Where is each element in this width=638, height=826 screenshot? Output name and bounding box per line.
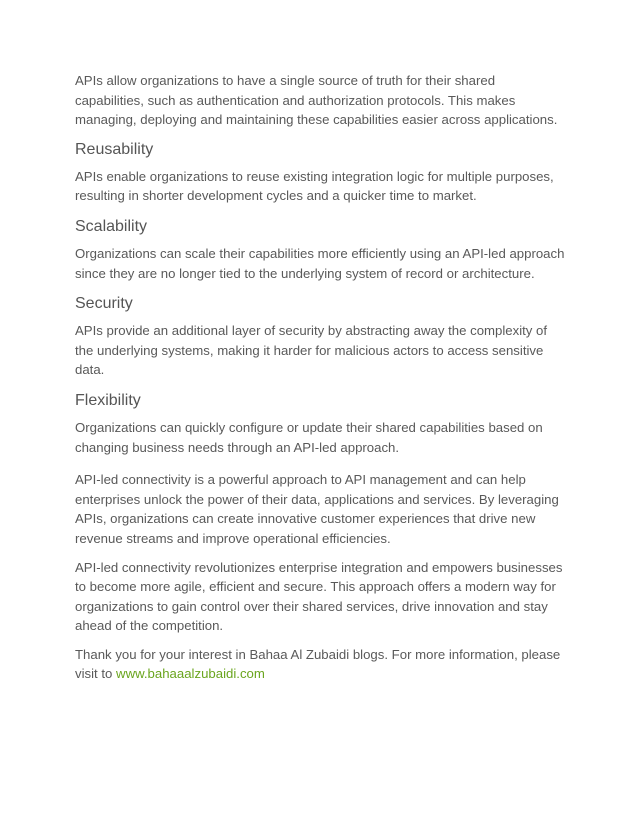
conclusion-paragraph-1: API-led connectivity is a powerful approach to API management and can help enterprises unlock the power of their data, applications and services. By leveraging APIs, organizations can create innovative customer experiences that drive new revenue streams and improve operational efficiencies. — [75, 472, 559, 546]
document-page — [75, 71, 567, 693]
closing-text: Thank you for your interest in Bahaa Al Zubaidi blogs. For more information, please visit to — [75, 646, 561, 682]
heading-security: Security — [75, 295, 133, 313]
heading-reusability: Reusability — [75, 140, 154, 158]
intro-paragraph: APIs allow organizations to have a single source of truth for their shared capabilities, such as authentication and authorization protocols. This makes managing, deploying and maintaining these capabilities easier across applications. — [75, 73, 558, 128]
reusability-paragraph: APIs enable organizations to reuse existing integration logic for multiple purposes, resulting in shorter development cycles and a quicker time to market. — [75, 168, 554, 204]
heading-flexibility: Flexibility — [75, 391, 141, 409]
conclusion-paragraph-2: API-led connectivity revolutionizes enterprise integration and empowers businesses to become more agile, efficient and secure. This approach offers a modern way for organizations to gain control over their shared services, drive innovation and stay ahead of the competition. — [75, 559, 563, 634]
closing-paragraph — [75, 645, 567, 684]
website-link[interactable]: www.bahaaalzubaidi.com — [116, 666, 265, 682]
flexibility-paragraph: Organizations can quickly configure or update their shared capabilities based on changing business needs through an API-led approach. — [75, 419, 543, 455]
heading-scalability: Scalability — [75, 217, 148, 235]
security-paragraph: APIs provide an additional layer of security by abstracting away the complexity of the underlying systems, making it harder for malicious actors to access sensitive data. — [75, 323, 548, 378]
scalability-paragraph: Organizations can scale their capabilities more efficiently using an API-led approach since they are no longer tied to the underlying system of record or architecture. — [75, 245, 565, 281]
